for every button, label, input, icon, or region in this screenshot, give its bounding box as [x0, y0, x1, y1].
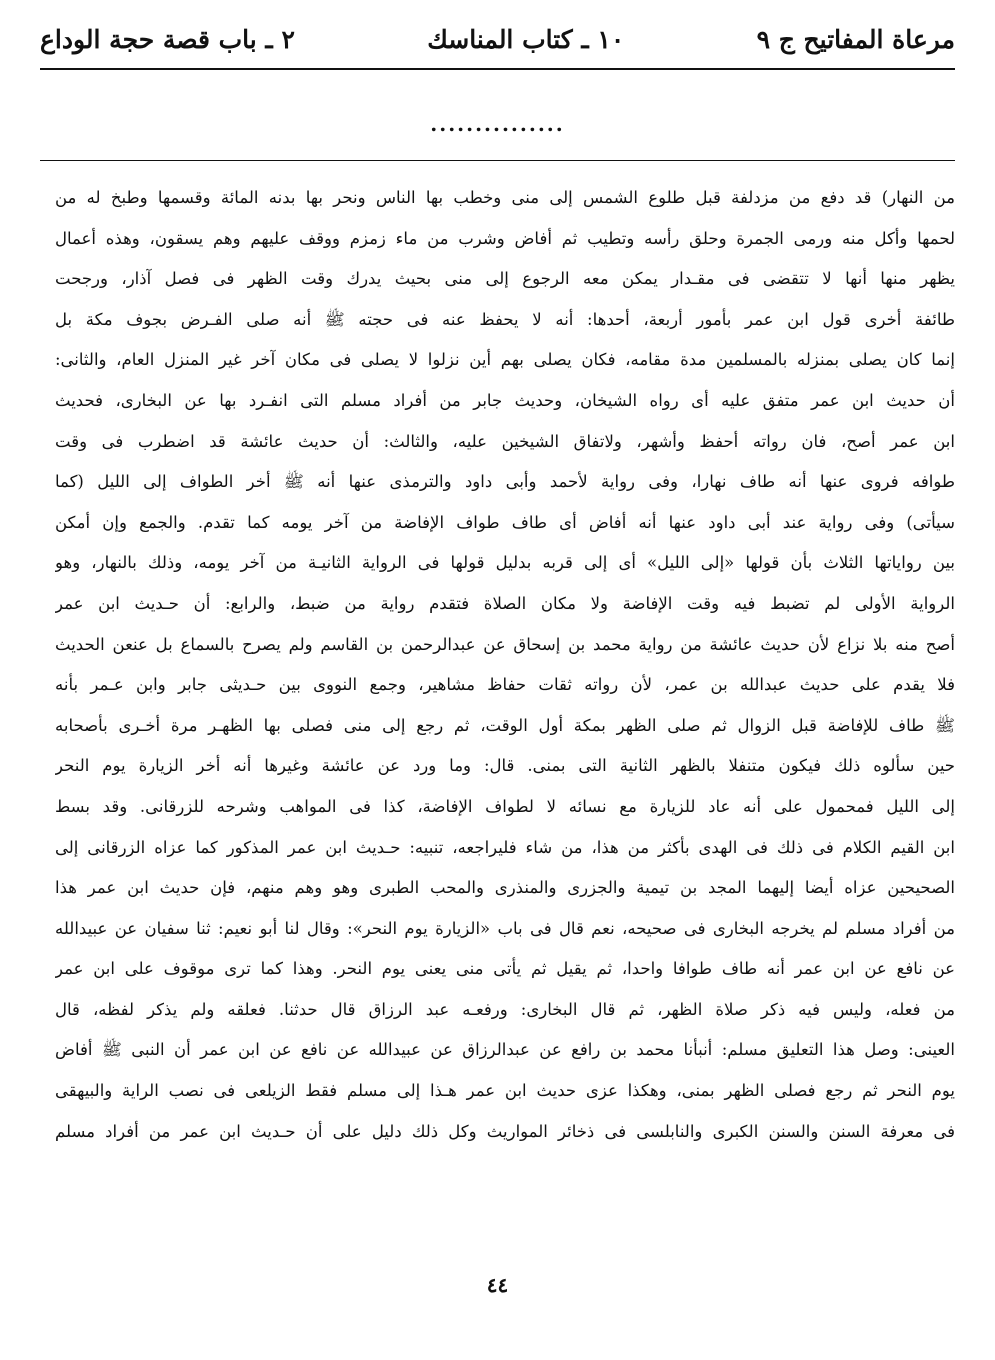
footnote-rule: [40, 160, 955, 161]
section-title: ٢ ـ باب قصة حجة الوداع: [40, 25, 295, 54]
text-line: الصحيحين عزاه أيضا إليهما المجد بن تيمية والجزرى والمنذرى والمحب الطبرى وهو وهم منهم، فإن حديث ابن عمر هذا: [55, 878, 955, 898]
text-line: العينى: وصل هذا التعليق مسلم: أنبأنا محمد بن رافع عن عبدالرزاق عن عبيدالله عن نافع عن ابن عمر أن النبى ﷺ أفاض: [55, 1040, 955, 1060]
section-separator: ...............: [430, 112, 565, 136]
text-line: من النهار) قد دفع من مزدلفة قبل طلوع الشمس إلى منى وخطب بها الناس ونحر بها بدنه المائة وقسمها وطبخ له من: [55, 188, 955, 207]
running-header: [40, 20, 955, 60]
text-line: سيأتى) وفى رواية عند أبى داود عنها أنه أفاض أى طاف طواف الإفاضة من آخر يومه كما تقدم. والجمع وإن أمكن: [55, 512, 955, 532]
text-line: بين رواياتها الثلاث بأن قولها «إلى الليل» أى إلى قربه بدليل قولها فى الرواية الثانيـة من آخر يومه، وذلك بالنهار، وهو: [55, 553, 955, 573]
text-line: طوافه فروى عنها أنه طاف نهارا، وفى رواية لأحمد وأبى داود والترمذى عنها أنه ﷺ أخر الطواف إلى الليل (كما: [55, 472, 955, 492]
text-line: أن حديث ابن عمر متفق عليه أى رواه الشيخان، وحديث جابر من أفراد مسلم التى انفـرد بها عن البخارى، فحديث: [55, 390, 955, 410]
text-line: فلا يقدم على حديث عبدالله بن عمر، لأن رواته ثقات حفاظ مشاهير، وجمع النووى بين حـديثى جابر وابن عـمر بأنه: [55, 675, 955, 695]
text-line: ﷺ طاف للإفاضة قبل الزوال ثم صلى الظهر بمكة أول الوقت، ثم رجع إلى منى فصلى بها الظهـر مرة أخـرى بأصحابه: [55, 715, 955, 735]
book-title: مرعاة المفاتيح ج ٩: [756, 25, 955, 54]
text-line: من فعله، وليس فيه ذكر صلاة الظهر، ثم قال البخارى: ورفعـه عبد الرزاق قال حدثنا. فعلقه ولم يذكر لفظه، قال: [55, 999, 955, 1019]
header-rule: [40, 68, 955, 70]
text-line: إلى الليل فمحمول على أنه عاد للزيارة مع نسائه لا لطواف الإفاضة، كذا فى المواهب وشرحه للزرقانى. وقد بسط: [55, 796, 955, 816]
text-line: أصح منه بلا نزاع لأن حديث عائشة من رواية محمد بن إسحاق عن عبدالرحمن بن القاسم ولم يصرح بالسماع بل عنعن الحديث: [55, 634, 955, 654]
main-text: [55, 178, 955, 1152]
chapter-title: ١٠ ـ كتاب المناسك: [427, 25, 625, 54]
text-line: يوم النحر ثم رجع فصلى الظهر بمنى، وهكذا عزى حديث ابن عمر هـذا إلى مسلم فقط الزيلعى فى نصب الراية والبيهقى: [55, 1081, 955, 1101]
text-line: إنما كان يصلى بمنزله بالمسلمين مدة مقامه، فكان يصلى بهم أين نزلوا لا يصلى فى مكان آخر غير المنزل العام، والثانى:: [55, 350, 955, 370]
text-line: حين سألوه ذلك فيكون متنفلا بالظهر الثانية التى بمنى. قال: وما ورد عن عائشة وغيرها أنه أخر الزيارة يوم النحر: [55, 756, 955, 776]
text-line: من أفراد مسلم لم يخرجه البخارى فى صحيحه، نعم قال فى باب «الزيارة يوم النحر»: وقال لنا أبو نعيم: ثنا سفيان عن عبيدالله: [55, 918, 955, 938]
page-number: ٤٤: [486, 1273, 509, 1297]
text-line: لحمها وأكل منه ورمى الجمرة وحلق رأسه وتطيب ثم أفاض وشرب من ماء زمزم ووقف عليهم وهم يسقون، وهذه أعمال: [55, 228, 955, 248]
text-line: عن نافع عن ابن عمر أنه طاف طوافا واحدا، ثم يقيل ثم يأتى منى يعنى يوم النحر. وهذا كما ترى موقوف على ابن عمر: [55, 959, 955, 979]
text-line: ابن عمر أصح، فان رواته أحفظ وأشهر، ولاتفاق الشيخين عليه، والثالث: أن حديث عائشة قد اضطرب فى وقت: [55, 431, 955, 451]
text-line: يظهر منها أنها لا تتقضى فى مقـدار يمكن معه الرجوع إلى منى بحيث يدرك وقت الظهر فى فصل آذار، ورجحت: [55, 269, 955, 289]
text-line: طائفة أخرى قول ابن عمر بأمور أربعة، أحدها: أنه لا يحفظ عنه فى حجته ﷺ أنه صلى الفـرض بجوف مكة بل: [55, 309, 955, 329]
text-line: فى معرفة السنن والسنن الكبرى والنابلسى فى ذخائر المواريث وكل ذلك دليل على أن حـديث ابن عمر من أفراد مسلم: [55, 1121, 955, 1141]
text-line: الرواية الأولى لم تضبط فيه وقت الإفاضة ولا مكان الصلاة فتقدم رواية من ضبط، والرابع: أن حـديث ابن عمر: [55, 593, 955, 613]
text-line: ابن القيم الكلام فى ذلك فى الهدى بأكثر من هذا، من شاء فليراجعه، تنبيه: حـديث ابن عمر المذكور كما عزاه الزرقانى إلى: [55, 837, 955, 857]
